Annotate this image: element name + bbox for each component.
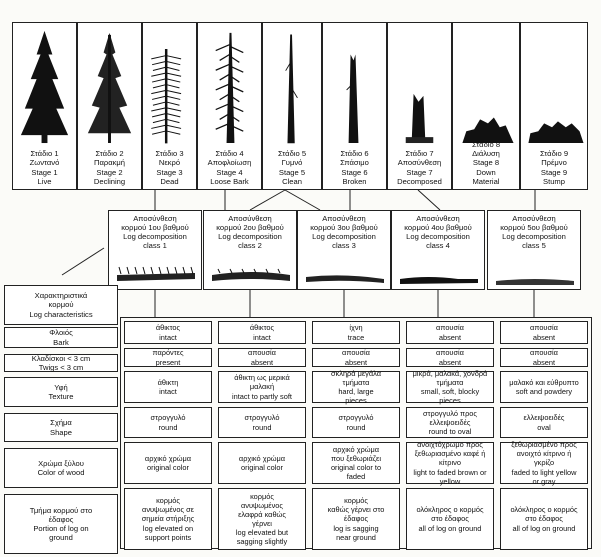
stage-greek-state: Σπάσιμο (340, 158, 369, 168)
log-class-english: Log decomposition class 3 (312, 232, 376, 251)
stage-greek: Στάδιο 4 (215, 149, 244, 158)
characteristic-cell: κορμός ανυψωμένος ελαφρά καθώς γέρνει log elevated but sagging slightly (218, 488, 306, 550)
log-class-box-4 (391, 210, 485, 290)
log-class-5-icon (494, 261, 576, 289)
stage-stage: Stage 8 (472, 158, 500, 168)
characteristic-cell: άθικτος intact (218, 321, 306, 344)
stage-greek-state: Διάλυση (472, 149, 500, 158)
row-label: Τμήμα κορμού στο έδαφος Portion of log on ground (4, 494, 118, 554)
stage-greek-state: Ζωντανό (29, 158, 60, 168)
stage-state: Dead (160, 176, 179, 186)
log-class-1-icon (115, 261, 197, 289)
log-class-greek: Αποσύνθεση κορμού 1ου βαθμού (121, 214, 189, 233)
characteristic-cell: κορμός ανυψωμένος σε σημεία στήριξης log elevated on support points (124, 488, 212, 550)
characteristic-cell: απουσία absent (406, 348, 494, 367)
characteristic-cell: ελλειψοειδές oval (500, 407, 588, 438)
characteristic-cell: μικρά, μαλακά, χονδρά τμήματα small, soft, blocky pieces (406, 371, 494, 403)
stage-state: Stump (543, 176, 565, 186)
stage-state: Broken (342, 176, 367, 186)
characteristic-cell: κορμός καθώς γέρνει στο έδαφος log is sagging near ground (312, 488, 400, 550)
characteristic-cell: αρχικό χρώμα original color (218, 442, 306, 484)
characteristic-cell: ξεθωριασμένο προς ανοιχτό κίτρινο ή γκρίζο faded to light yellow or gray (500, 442, 588, 484)
log-class-greek: Αποσύνθεση κορμού 5ου βαθμού (500, 214, 568, 233)
stage-state: Live (37, 176, 52, 186)
characteristic-cell: μαλακό και εύθρυπτο soft and powdery (500, 371, 588, 403)
stage-greek-state: Αποφλοίωση (207, 158, 252, 168)
stage-state: Decomposed (397, 176, 442, 186)
characteristic-cell: ολόκληρος ο κορμός στο έδαφος all of log on ground (406, 488, 494, 550)
characteristic-cell: απουσία absent (500, 321, 588, 344)
row-label: Υφή Texture (4, 377, 118, 407)
stage-stage: Stage 9 (540, 167, 568, 177)
log-class-greek: Αποσύνθεση κορμού 3ου βαθμού (310, 214, 378, 233)
log-class-label (109, 214, 201, 250)
characteristic-cell: άθικτη ως μερικά μαλακή intact to partly soft (218, 371, 306, 403)
log-class-english: Log decomposition class 5 (502, 232, 566, 251)
stage-greek: Στάδιο 9 (539, 149, 569, 158)
log-class-4-icon (398, 261, 480, 289)
log-class-box-1 (108, 210, 202, 290)
characteristic-cell: στρογγυλό round (312, 407, 400, 438)
stage-state: Clean (282, 176, 302, 186)
stage-greek: Στάδιο 7 (405, 149, 434, 158)
stage-greek: Στάδιο 6 (340, 149, 369, 158)
characteristic-cell: άθικτη intact (124, 371, 212, 403)
log-class-label (298, 214, 390, 250)
characteristic-cell: στρογγυλό προς ελλειψοειδές round to oval (406, 407, 494, 438)
log-class-label (488, 214, 580, 250)
stage-greek: Στάδιο 2 (95, 149, 124, 158)
log-class-english: Log decomposition class 4 (406, 232, 470, 251)
log-class-box-3 (297, 210, 391, 290)
stage-stage: Stage 2 (96, 167, 123, 177)
stage-greek: Στάδιο 8 (471, 139, 501, 149)
stage-stage: Stage 7 (406, 167, 433, 177)
stage-greek: Στάδιο 3 (155, 149, 184, 158)
stage-greek: Στάδιο 1 (30, 149, 59, 158)
log-class-box-5 (487, 210, 581, 290)
stage-state: Down Material (472, 167, 500, 186)
log-class-greek: Αποσύνθεση κορμού 4ου βαθμού (404, 214, 472, 233)
characteristic-cell: ανοιχτόχρωμο προς ξεθωριασμένο καφέ ή κίτρινο light to faded brown or yellow (406, 442, 494, 484)
characteristic-cell: παρόντες present (124, 348, 212, 367)
log-class-3-icon (304, 261, 386, 289)
characteristic-cell: αρχικό χρώμα original color (124, 442, 212, 484)
stage-greek-state: Νεκρό (158, 158, 181, 168)
stage-stage: Stage 6 (341, 167, 368, 177)
row-label: Σχήμα Shape (4, 413, 118, 442)
stage-state: Declining (93, 176, 126, 186)
characteristic-cell: απουσία absent (500, 348, 588, 367)
stage-greek-state: Αποσύνθεση (397, 158, 442, 168)
characteristic-cell: άθικτος intact (124, 321, 212, 344)
characteristic-cell: στρογγυλό round (218, 407, 306, 438)
log-class-label (204, 214, 296, 250)
characteristic-cell: σκληρά μεγάλα τμήματα hard, large pieces (312, 371, 400, 403)
log-class-greek: Αποσύνθεση κορμού 2ου βαθμού (216, 214, 284, 233)
log-class-2-icon (210, 261, 292, 289)
characteristic-cell: ολόκληρος ο κορμός στο έδαφος all of log on ground (500, 488, 588, 550)
characteristic-cell: αρχικό χρώμα που ξεθωριάζει original color to faded (312, 442, 400, 484)
row-label: Κλαδίσκοι < 3 cm Twigs < 3 cm (4, 354, 118, 372)
characteristic-cell: στρογγυλό round (124, 407, 212, 438)
stage-greek-state: Γυμνό (281, 158, 303, 168)
characteristic-cell: απουσία absent (406, 321, 494, 344)
stage-greek-state: Παρακμή (94, 158, 125, 168)
stage-stage: Stage 1 (31, 167, 58, 177)
log-class-english: Log decomposition class 2 (218, 232, 282, 251)
log-class-english: Log decomposition class 1 (123, 232, 187, 251)
log-class-label (392, 214, 484, 250)
log-class-box-2 (203, 210, 297, 290)
characteristics-header: Χαρακτηριστικά κορμού Log characteristics (4, 285, 118, 325)
row-label: Φλοιός Bark (4, 327, 118, 348)
characteristic-cell: ίχνη trace (312, 321, 400, 344)
stage-greek: Στάδιο 5 (277, 149, 307, 158)
row-label: Χρώμα ξύλου Color of wood (4, 448, 118, 488)
stage-state: Loose Bark (210, 176, 249, 186)
stage-stage: Stage 3 (156, 167, 183, 177)
characteristic-cell: απουσία absent (312, 348, 400, 367)
stage-stage: Stage 5 (278, 167, 306, 177)
stage-greek-state: Πρέμνο (541, 158, 567, 168)
characteristic-cell: απουσία absent (218, 348, 306, 367)
stage-stage: Stage 4 (216, 167, 243, 177)
